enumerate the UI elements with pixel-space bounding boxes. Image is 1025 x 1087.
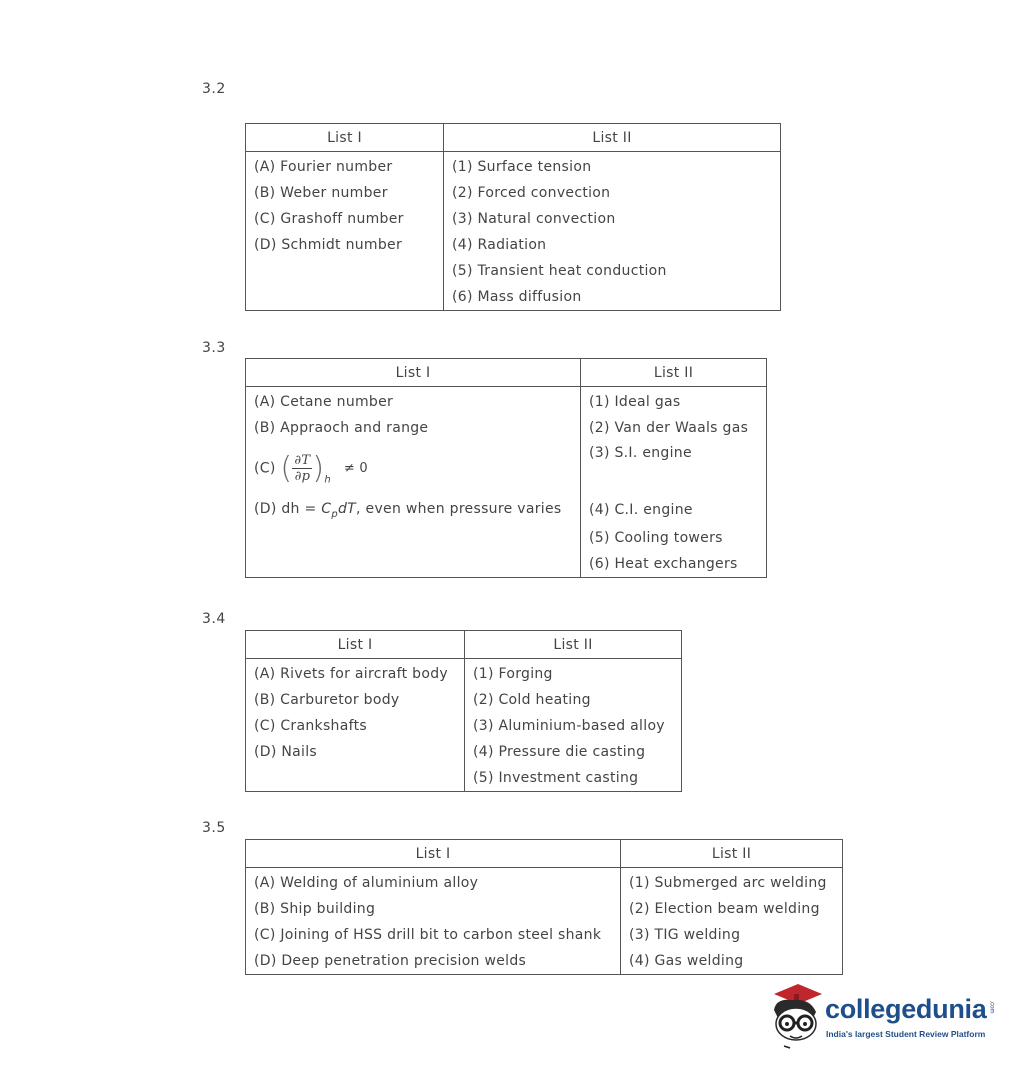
question-number: 3.5 — [202, 820, 226, 836]
list1-header: List I — [246, 359, 581, 387]
list1-item: (A) Welding of aluminium alloy — [254, 875, 479, 891]
logo-suffix: .com — [988, 1000, 995, 1014]
list1-item — [246, 258, 444, 284]
list1-item: (A) Cetane number — [254, 394, 394, 410]
list1-item-c — [246, 441, 581, 495]
match-table-3-2 — [245, 123, 781, 311]
list1-header: List I — [246, 840, 621, 868]
list1-item: (A) Rivets for aircraft body — [254, 666, 448, 682]
not-equal-zero: ≠ 0 — [343, 461, 369, 476]
paren-close: ) — [312, 450, 325, 486]
partial-derivative — [292, 453, 312, 484]
list1-item-d — [246, 495, 581, 525]
list1-item: (B) Weber number — [254, 185, 388, 201]
question-number: 3.2 — [202, 81, 226, 97]
list1-item: (B) Ship building — [254, 901, 376, 917]
match-table-3-4 — [245, 630, 682, 792]
cp-symbol: C — [321, 500, 332, 517]
list2-item: (3) TIG welding — [621, 922, 843, 948]
list2-item: (3) S.I. engine — [581, 441, 767, 495]
list1-item — [246, 525, 581, 551]
list2-item: (1) Surface tension — [444, 152, 781, 181]
item-label: (C) — [254, 460, 276, 476]
list2-item: (5) Investment casting — [465, 765, 682, 792]
list2-item: (6) Mass diffusion — [444, 284, 781, 311]
list2-item: (3) Natural convection — [444, 206, 781, 232]
question-number: 3.4 — [202, 611, 226, 627]
logo-wordmark: collegedunia — [825, 994, 987, 1024]
question-number: 3.3 — [202, 340, 226, 356]
derivative-numerator: ∂T — [294, 452, 311, 468]
list2-item: (2) Van der Waals gas — [581, 415, 767, 441]
list2-header: List II — [465, 631, 682, 659]
match-table-3-5 — [245, 839, 843, 975]
list1-item: (D) Schmidt number — [254, 237, 403, 253]
dt-symbol: dT — [337, 500, 357, 517]
list1-header: List I — [246, 124, 444, 152]
list2-item: (5) Cooling towers — [581, 525, 767, 551]
list2-item: (4) Gas welding — [621, 948, 843, 975]
list1-item — [246, 765, 465, 792]
list1-item — [246, 284, 444, 311]
list2-item: (1) Submerged arc welding — [621, 868, 843, 897]
list2-item: (2) Election beam welding — [621, 896, 843, 922]
derivative-denominator: ∂p — [294, 468, 311, 484]
list1-item: (B) Appraoch and range — [254, 420, 429, 436]
list1-item: (C) Crankshafts — [254, 718, 367, 734]
list2-item: (5) Transient heat conduction — [444, 258, 781, 284]
paren-open: ( — [280, 450, 293, 486]
list2-item: (4) Radiation — [444, 232, 781, 258]
match-table-3-3 — [245, 358, 767, 578]
list2-item: (1) Forging — [465, 659, 682, 688]
cp-subscript: p — [331, 508, 338, 520]
list1-item: (C) Grashoff number — [254, 211, 404, 227]
list2-item: (3) Aluminium-based alloy — [465, 713, 682, 739]
list2-item: (4) Pressure die casting — [465, 739, 682, 765]
item-label: (D) dh = — [254, 500, 322, 517]
list1-header: List I — [246, 631, 465, 659]
d-rest: , even when pressure varies — [356, 500, 562, 517]
collegedunia-logo[interactable] — [766, 980, 996, 1050]
list1-item — [246, 551, 581, 578]
list1-item: (D) Deep penetration precision welds — [254, 953, 527, 969]
list2-item: (1) Ideal gas — [581, 387, 767, 416]
list2-header: List II — [444, 124, 781, 152]
list1-item: (C) Joining of HSS drill bit to carbon steel shank — [254, 927, 602, 943]
list2-item: (4) C.I. engine — [581, 495, 767, 525]
list1-item: (B) Carburetor body — [254, 692, 400, 708]
list1-item: (D) Nails — [254, 744, 317, 760]
logo-tagline: India's largest Student Review Platform — [826, 1029, 986, 1039]
list2-header: List II — [581, 359, 767, 387]
mascot-icon — [766, 980, 826, 1050]
list1-item: (A) Fourier number — [254, 159, 393, 175]
list2-item: (2) Forced convection — [444, 180, 781, 206]
list2-header: List II — [621, 840, 843, 868]
derivative-subscript: h — [324, 474, 332, 485]
list2-item: (2) Cold heating — [465, 687, 682, 713]
list2-item: (6) Heat exchangers — [581, 551, 767, 578]
